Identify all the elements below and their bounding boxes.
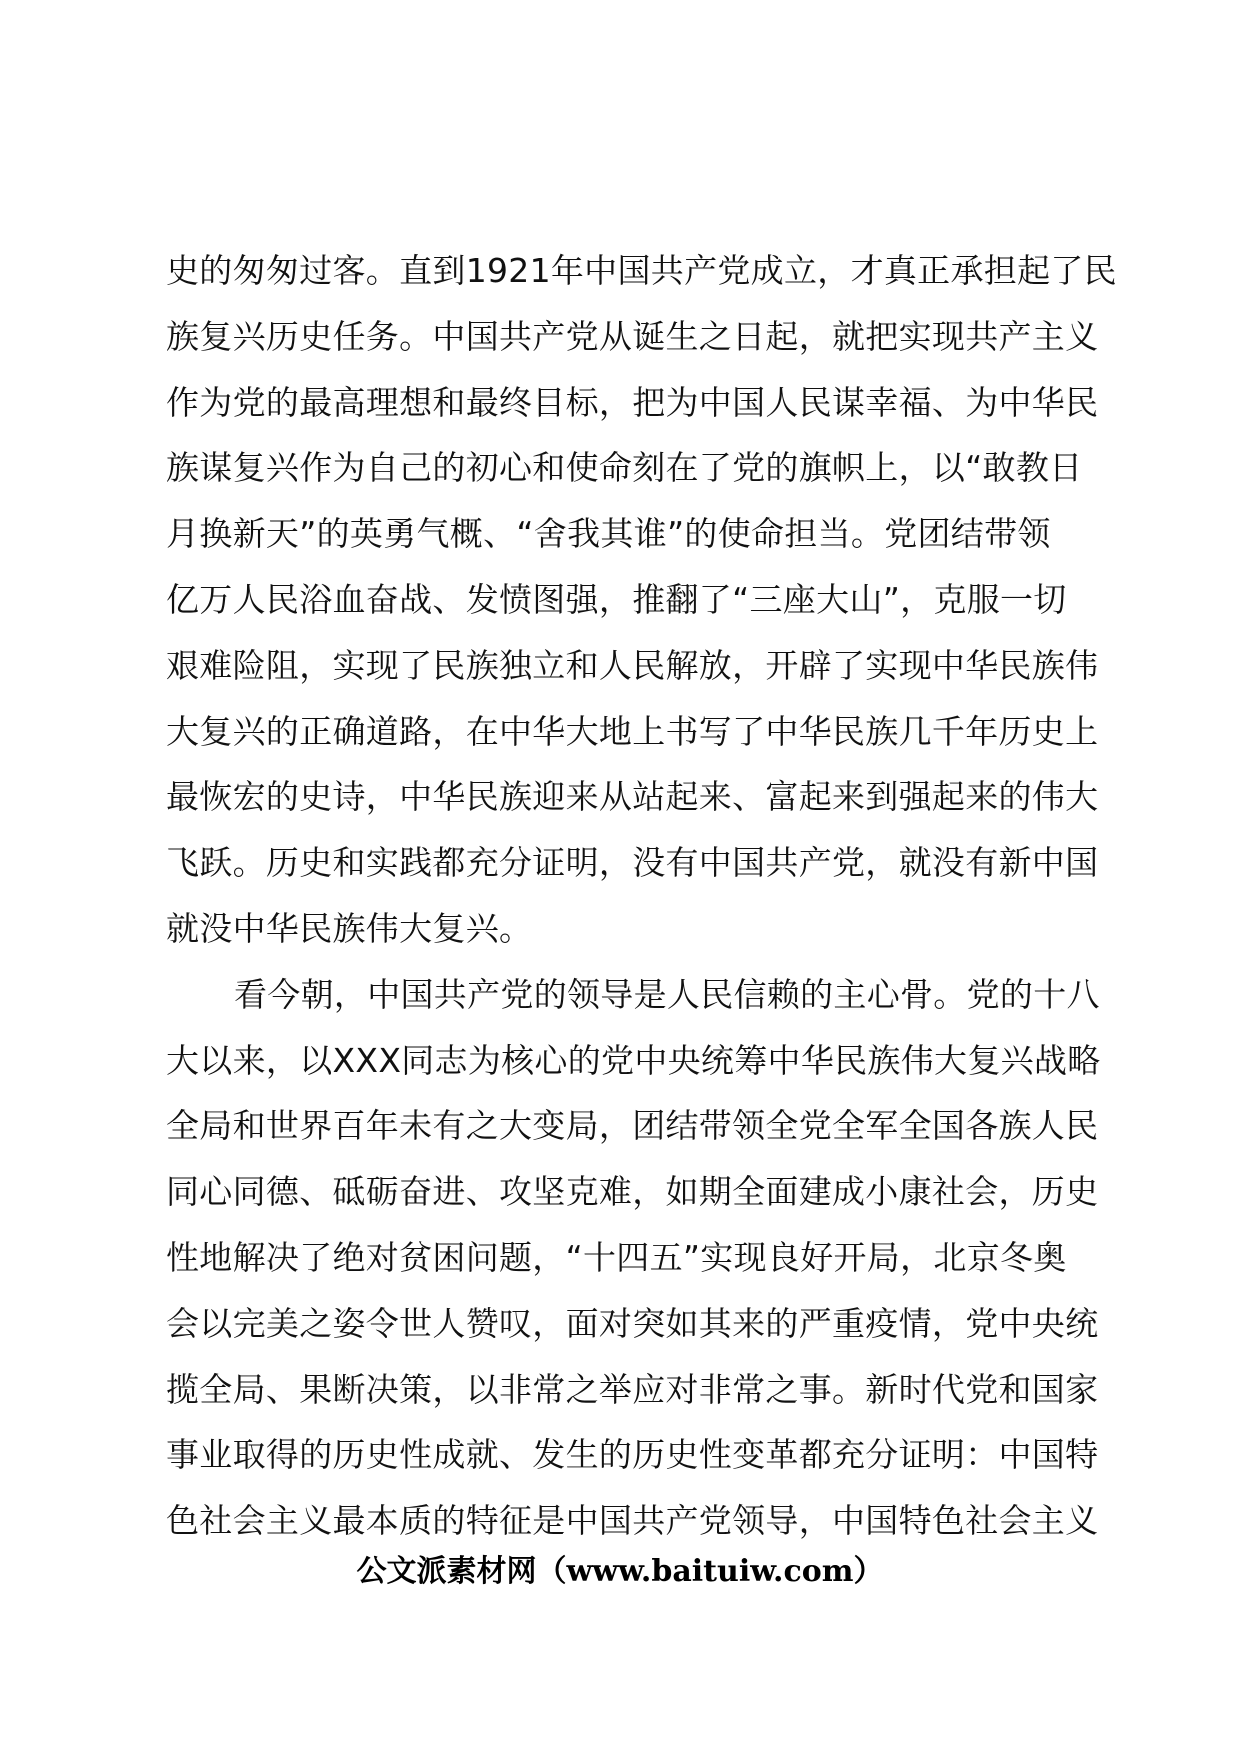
paragraph-line: 同心同德、砥砺奋进、攻坚克难，如期全面建成小康社会，历史: [166, 1172, 1099, 1212]
paragraph-line: 史的匆匆过客。直到1921年中国共产党成立，才真正承担起了民: [166, 251, 1117, 290]
paragraph-line: 全局和世界百年未有之大变局，团结带领全党全军全国各族人民: [166, 1106, 1099, 1146]
paragraph-line: 艰难险阻，实现了民族独立和人民解放，开辟了实现中华民族伟: [166, 645, 1099, 685]
paragraph-line: 就没中华民族伟大复兴。: [166, 908, 533, 948]
paragraph-line: 亿万人民浴血奋战、发愤图强，推翻了“三座大山”，克服一切: [166, 579, 1067, 619]
paragraph-line: 色社会主义最本质的特征是中国共产党领导，中国特色社会主义: [166, 1501, 1099, 1541]
paragraph-line: 事业取得的历史性成就、发生的历史性变革都充分证明：中国特: [166, 1435, 1099, 1475]
paragraph-line: 性地解决了绝对贫困问题，“十四五”实现良好开局，北京冬奥: [166, 1237, 1067, 1277]
paragraph-line: 大以来，以XXX同志为核心的党中央统筹中华民族伟大复兴战略: [166, 1040, 1101, 1080]
paragraph-line: 飞跃。历史和实践都充分证明，没有中国共产党，就没有新中国: [166, 843, 1099, 883]
paragraph-2: [166, 962, 1126, 1554]
paragraph-line: 月换新天”的英勇气概、“舍我其谁”的使命担当。党团结带领: [166, 514, 1051, 554]
paragraph-line: 会以完美之姿令世人赞叹，面对突如其来的严重疫情，党中央统: [166, 1303, 1099, 1343]
paragraph-line: 族谋复兴作为自己的初心和使命刻在了党的旗帜上，以“敢教日: [166, 448, 1083, 488]
paragraph-line: 看今朝，中国共产党的领导是人民信赖的主心骨。党的十八: [234, 974, 1100, 1014]
document-body: [166, 238, 1126, 1554]
paragraph-1: [166, 238, 1126, 962]
paragraph-line: 大复兴的正确道路，在中华大地上书写了中华民族几千年历史上: [166, 711, 1099, 751]
paragraph-line: 最恢宏的史诗，中华民族迎来从站起来、富起来到强起来的伟大: [166, 777, 1099, 817]
paragraph-line: 族复兴历史任务。中国共产党从诞生之日起，就把实现共产主义: [166, 316, 1099, 356]
footer-source: 公文派素材网（www.baituiw.com）: [356, 1554, 884, 1589]
paragraph-line: 作为党的最高理想和最终目标，把为中国人民谋幸福、为中华民: [166, 382, 1099, 422]
paragraph-line: 揽全局、果断决策，以非常之举应对非常之事。新时代党和国家: [166, 1369, 1099, 1409]
